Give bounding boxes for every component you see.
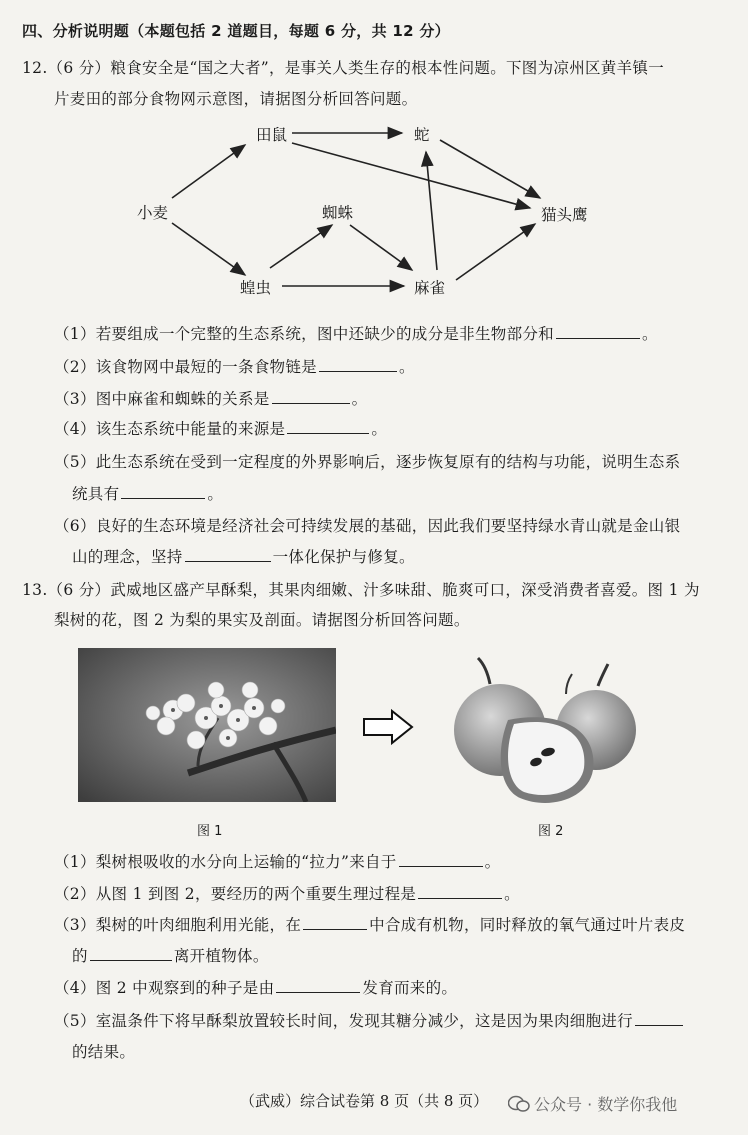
arrow-sparrow-owl — [456, 224, 535, 280]
part-text: 。 — [207, 485, 224, 503]
q12-part-1 — [54, 322, 658, 344]
part-text: 的结果。 — [72, 1043, 136, 1061]
food-web-diagram — [0, 0, 748, 320]
arrow-spider-sparrow — [350, 225, 412, 270]
watermark-text: 公众号 · 数学你我他 — [534, 1095, 678, 1114]
q12-part-2 — [54, 355, 415, 377]
node-vole: 田鼠 — [256, 126, 288, 144]
arrow-snake-owl — [440, 140, 540, 198]
part-text: （4）该生态系统中能量的来源是 — [54, 420, 286, 438]
part-text: 离开植物体。 — [173, 947, 269, 965]
answer-blank[interactable] — [185, 547, 271, 562]
q12-part-5-line2 — [72, 482, 223, 504]
part-text: 中合成有机物，同时释放的氧气通过叶片表皮 — [369, 916, 686, 934]
q13-stem-line2: 梨树的花，图 2 为梨的果实及剖面。请据图分析回答问题。 — [54, 611, 470, 629]
part-text: 。 — [351, 390, 368, 408]
part-text: （3）梨树的叶肉细胞利用光能，在 — [54, 916, 302, 934]
part-text: 。 — [398, 358, 415, 376]
part-text: （3）图中麻雀和蜘蛛的关系是 — [54, 390, 270, 408]
arrow-vole-owl — [292, 143, 530, 208]
part-text: 。 — [371, 420, 388, 438]
node-owl: 猫头鹰 — [541, 206, 588, 224]
part-text: （2）从图 1 到图 2，要经历的两个重要生理过程是 — [54, 885, 417, 903]
part-text: （4）图 2 中观察到的种子是由 — [54, 979, 275, 997]
q12-part-5-line1 — [54, 450, 680, 472]
part-text: 。 — [641, 325, 658, 343]
part-text: （1）若要组成一个完整的生态系统，图中还缺少的成分是非生物部分和 — [54, 325, 554, 343]
q12-stem-line2: 片麦田的部分食物网示意图，请据图分析回答问题。 — [54, 90, 418, 108]
part-text: 的 — [72, 947, 88, 965]
q13-part-2 — [54, 882, 520, 904]
node-sparrow: 麻雀 — [414, 279, 446, 297]
q13-part-5-line2 — [72, 1040, 135, 1062]
part-text: （2）该食物网中最短的一条食物链是 — [54, 358, 317, 376]
part-text: （5）室温条件下将早酥梨放置较长时间，发现其糖分减少，这是因为果肉细胞进行 — [54, 1012, 633, 1030]
part-text: 一体化保护与修复。 — [272, 548, 415, 566]
pear-blossom-image — [78, 648, 336, 802]
pear-blossom-photo — [78, 648, 336, 802]
arrow-locust-spider — [270, 225, 332, 268]
q12-part-3 — [54, 387, 367, 409]
hollow-arrow-icon — [362, 708, 416, 746]
q12-stem-line1: 12.（6 分）粮食安全是“国之大者”，是事关人类生存的根本性问题。下图为凉州区黄羊镇一 — [22, 59, 664, 77]
node-spider: 蜘蛛 — [322, 204, 354, 222]
arrow-wheat-vole — [172, 145, 245, 198]
wechat-icon — [508, 1095, 530, 1113]
answer-blank[interactable] — [276, 978, 360, 993]
answer-blank[interactable] — [418, 884, 502, 899]
q13-part-1 — [54, 850, 500, 872]
pear-fruit-image — [448, 650, 644, 810]
q13-part-3-line1 — [54, 913, 685, 935]
answer-blank[interactable] — [121, 484, 205, 499]
q13-part-5-line1 — [54, 1009, 685, 1031]
node-wheat: 小麦 — [137, 204, 169, 222]
part-text: 。 — [484, 853, 501, 871]
answer-blank[interactable] — [272, 389, 350, 404]
part-text: （5）此生态系统在受到一定程度的外界影响后，逐步恢复原有的结构与功能，说明生态系 — [54, 453, 681, 471]
part-text: 统具有 — [72, 485, 120, 503]
answer-blank[interactable] — [399, 852, 483, 867]
q12-part-6-line1 — [54, 514, 680, 536]
answer-blank[interactable] — [90, 946, 172, 961]
q12-part-4 — [54, 417, 387, 439]
q13-part-4 — [54, 976, 457, 998]
answer-blank[interactable] — [319, 357, 397, 372]
q12-part-6-line2 — [72, 545, 415, 567]
node-locust: 蝗虫 — [240, 279, 272, 297]
answer-blank[interactable] — [556, 324, 640, 339]
q13-part-3-line2 — [72, 944, 269, 966]
answer-blank[interactable] — [287, 419, 369, 434]
part-text: 。 — [504, 885, 520, 903]
answer-blank[interactable] — [303, 915, 367, 930]
figure-1-caption: 图 1 — [197, 824, 223, 839]
part-text: （1）梨树根吸收的水分向上运输的“拉力”来自于 — [54, 853, 397, 871]
arrow-sparrow-snake — [426, 152, 437, 270]
arrow-wheat-locust — [172, 223, 245, 275]
part-text: （6）良好的生态环境是经济社会可持续发展的基础，因此我们要坚持绿水青山就是金山银 — [54, 517, 681, 535]
section-header: 四、分析说明题（本题包括 2 道题目，每题 6 分，共 12 分） — [22, 22, 450, 40]
part-text: 山的理念，坚持 — [72, 548, 183, 566]
page-footer: （武威）综合试卷第 8 页（共 8 页） — [240, 1092, 489, 1110]
watermark — [508, 1092, 677, 1115]
node-snake: 蛇 — [414, 126, 430, 144]
part-text: 发育而来的。 — [362, 979, 458, 997]
q13-stem-line1: 13.（6 分）武威地区盛产早酥梨，其果肉细嫩、汁多味甜、脆爽可口，深受消费者喜爱。图 1 为 — [22, 581, 700, 599]
figure-2-caption: 图 2 — [538, 824, 564, 839]
answer-blank[interactable] — [635, 1011, 683, 1026]
